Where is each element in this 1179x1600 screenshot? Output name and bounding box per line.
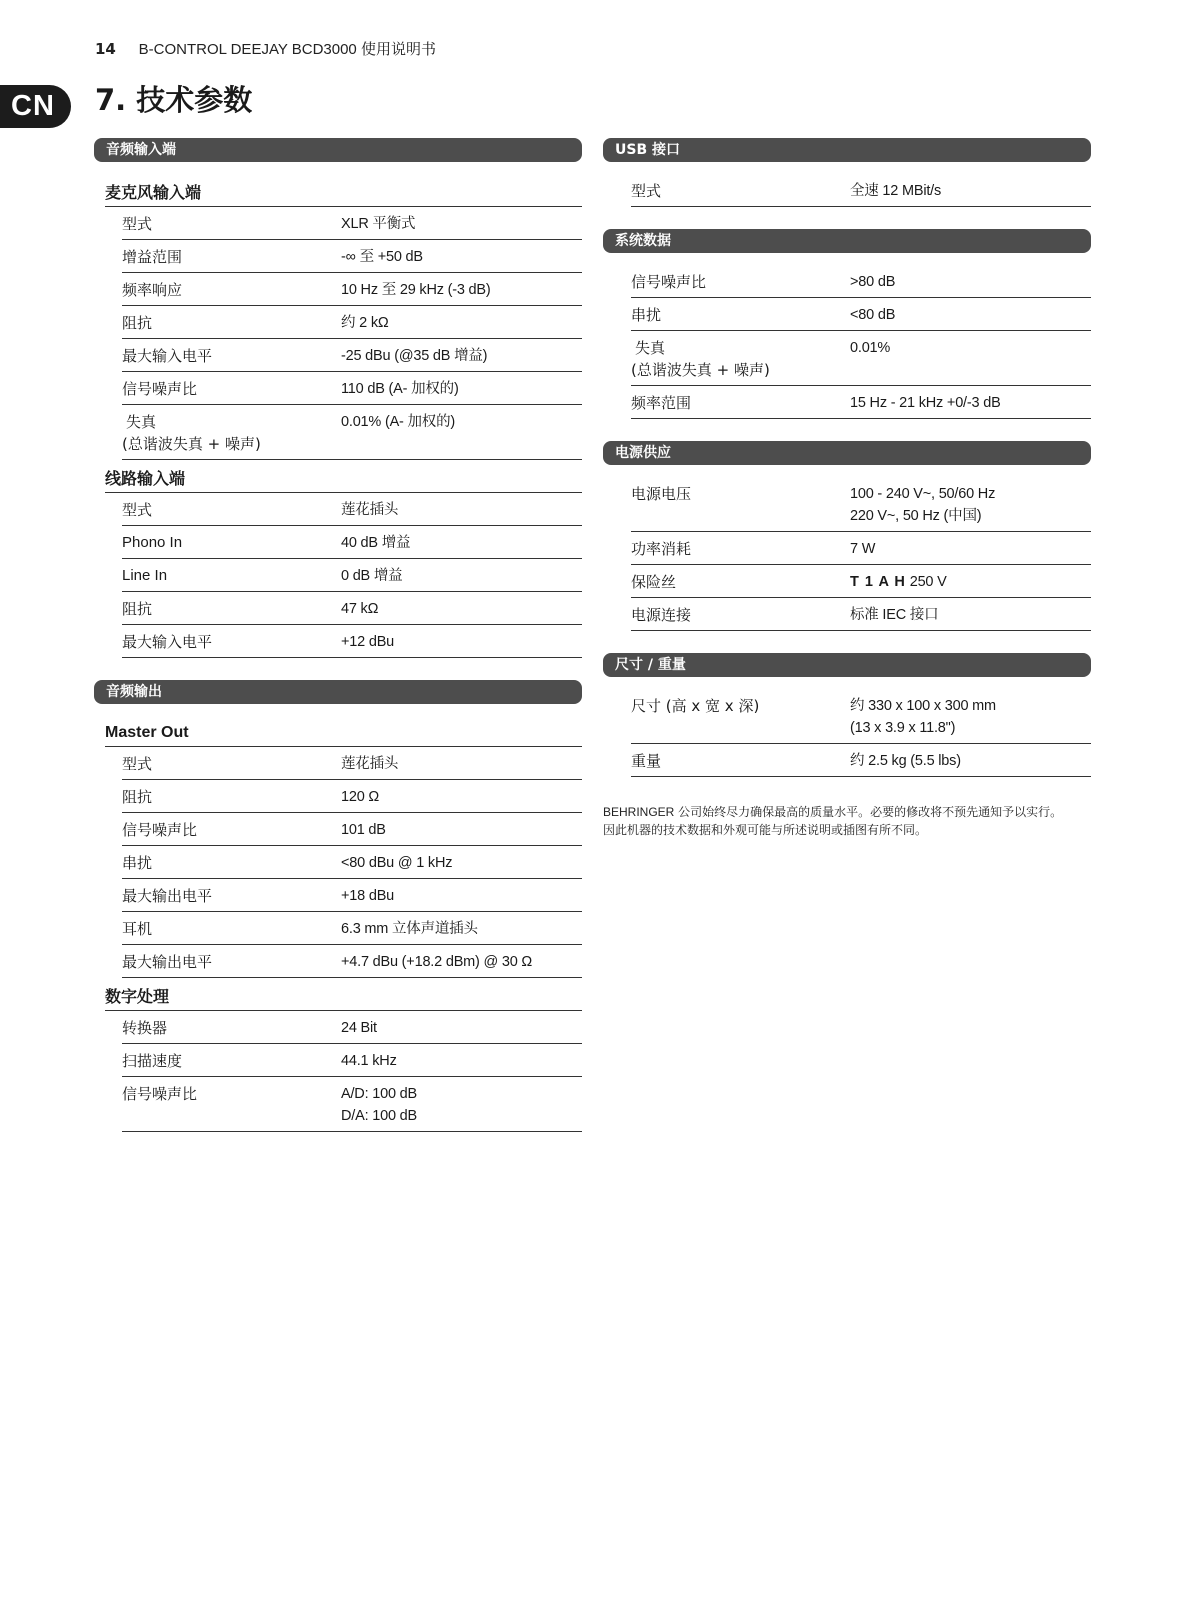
spec-value: +4.7 dBu (+18.2 dBm) @ 30 Ω — [341, 954, 533, 970]
spec-value: +18 dBu — [341, 888, 395, 904]
spec-value: <80 dB — [850, 307, 896, 323]
doc-title: B-CONTROL DEEJAY BCD3000 使用说明书 — [138, 41, 436, 58]
spec-key: Phono In — [122, 534, 183, 551]
spec-key-line1: 失真 — [126, 413, 157, 431]
section-system: 系统数据 — [603, 229, 1091, 253]
mic-spec-table — [94, 207, 582, 460]
spec-value — [850, 483, 1091, 527]
spec-row — [122, 372, 582, 405]
section-usb: USB 接口 — [603, 138, 1091, 162]
spec-value-line1: A/D: 100 dB — [341, 1086, 417, 1102]
right-column — [603, 138, 1091, 839]
spec-key: 保险丝 — [631, 573, 677, 591]
spec-value: 15 Hz - 21 kHz +0/-3 dB — [850, 395, 1001, 411]
fuse-voltage: 250 V — [905, 574, 947, 590]
spec-value: 0.01% — [850, 340, 891, 356]
page-header — [95, 38, 436, 59]
spec-key-line2: (总谐波失真 + 噪声) — [122, 435, 261, 453]
spec-value: 0.01% (A- 加权的) — [341, 414, 456, 430]
brand-name: BEHRINGER — [603, 805, 675, 819]
spec-row — [122, 625, 582, 658]
spec-value: -∞ 至 +50 dB — [341, 249, 423, 265]
section-power: 电源供应 — [603, 441, 1091, 465]
spec-value: 44.1 kHz — [341, 1053, 397, 1069]
spec-value: 24 Bit — [341, 1020, 377, 1036]
spec-key: 最大输入电平 — [122, 633, 213, 651]
spec-value: 7 W — [850, 541, 876, 557]
page-title: 7. 技术参数 — [95, 83, 253, 117]
note-line1: 公司始终尽力确保最高的质量水平。必要的修改将不预先通知予以实行。 — [674, 805, 1063, 819]
spec-key: 阻抗 — [122, 314, 153, 332]
spec-value: 约 2.5 kg (5.5 lbs) — [850, 753, 961, 769]
spec-row — [122, 405, 582, 460]
spec-key: 串扰 — [122, 854, 153, 872]
spec-key: 最大输入电平 — [122, 347, 213, 365]
section-audio-out: 音频输出 — [94, 680, 582, 704]
subsection-master-out: Master Out — [105, 714, 582, 747]
note-line2: 因此机器的技术数据和外观可能与所述说明或插图有所不同。 — [603, 823, 928, 837]
spec-row — [122, 1077, 582, 1132]
spec-key-line1: 失真 — [635, 339, 666, 357]
spec-value — [341, 1083, 582, 1127]
spec-key: 串扰 — [631, 306, 662, 324]
spec-key: 型式 — [122, 215, 153, 233]
spec-row — [122, 1044, 582, 1077]
spec-key: 信号噪声比 — [122, 821, 198, 839]
spec-value: 110 dB (A- 加权的) — [341, 381, 459, 397]
spec-key-line2: (总谐波失真 + 噪声) — [631, 361, 770, 379]
spec-key: 功率消耗 — [631, 540, 692, 558]
spec-row — [122, 559, 582, 592]
spec-row — [122, 306, 582, 339]
spec-key: 型式 — [122, 501, 153, 519]
spec-row — [122, 493, 582, 526]
spec-value: -25 dBu (@35 dB 增益) — [341, 348, 488, 364]
spec-row — [631, 689, 1091, 744]
spec-key: 耳机 — [122, 920, 153, 938]
spec-row — [122, 912, 582, 945]
spec-value: 莲花插头 — [341, 502, 399, 518]
spec-row — [122, 592, 582, 625]
spec-value: 10 Hz 至 29 kHz (-3 dB) — [341, 282, 491, 298]
subsection-digital: 数字处理 — [105, 978, 582, 1011]
spec-row — [122, 273, 582, 306]
spec-key: 电源连接 — [631, 606, 692, 624]
spec-value: <80 dBu @ 1 kHz — [341, 855, 453, 871]
spec-key: 信号噪声比 — [122, 1085, 198, 1103]
spec-row — [631, 477, 1091, 532]
subsection-mic-input: 麦克风输入端 — [105, 174, 582, 207]
power-spec-table — [603, 477, 1091, 631]
spec-key: 阻抗 — [122, 788, 153, 806]
spec-key: 型式 — [122, 755, 153, 773]
subsection-line-input: 线路输入端 — [105, 460, 582, 493]
spec-key: 电源电压 — [631, 485, 692, 503]
spec-key: 信号噪声比 — [122, 380, 198, 398]
left-column — [94, 138, 582, 1132]
spec-value: +12 dBu — [341, 634, 395, 650]
usb-spec-table — [603, 174, 1091, 207]
spec-value: 120 Ω — [341, 789, 380, 805]
spec-key: 最大输出电平 — [122, 953, 213, 971]
spec-value: 全速 12 MBit/s — [850, 183, 942, 199]
spec-value: 莲花插头 — [341, 756, 399, 772]
spec-row — [122, 526, 582, 559]
section-dimensions: 尺寸 / 重量 — [603, 653, 1091, 677]
spec-row — [122, 780, 582, 813]
spec-key: 阻抗 — [122, 600, 153, 618]
spec-value: 标准 IEC 接口 — [850, 607, 939, 623]
spec-row — [631, 174, 1091, 207]
page-number: 14 — [95, 40, 116, 58]
spec-key: 重量 — [631, 752, 662, 770]
spec-value: >80 dB — [850, 274, 896, 290]
spec-value: 101 dB — [341, 822, 386, 838]
spec-value: 40 dB 增益 — [341, 535, 411, 551]
spec-row — [631, 386, 1091, 419]
fuse-rating: T 1 A H — [850, 574, 906, 590]
spec-value-line2: (13 x 3.9 x 11.8") — [850, 720, 956, 736]
spec-value-line2: 220 V~, 50 Hz (中国) — [850, 508, 982, 524]
spec-value-line1: 约 330 x 100 x 300 mm — [850, 698, 996, 714]
language-tab: CN — [0, 85, 71, 128]
spec-key: Line In — [122, 567, 168, 584]
spec-key: 频率响应 — [122, 281, 183, 299]
spec-key: 频率范围 — [631, 394, 692, 412]
spec-value: 约 2 kΩ — [341, 315, 389, 331]
spec-row — [631, 565, 1091, 598]
spec-row — [122, 339, 582, 372]
dims-spec-table — [603, 689, 1091, 777]
spec-row — [631, 265, 1091, 298]
spec-row — [631, 331, 1091, 386]
spec-value-line2: D/A: 100 dB — [341, 1108, 417, 1124]
spec-key — [122, 411, 341, 455]
disclaimer-note — [603, 803, 1091, 839]
spec-key: 型式 — [631, 182, 662, 200]
master-spec-table — [94, 747, 582, 978]
spec-row — [122, 240, 582, 273]
spec-row — [122, 1011, 582, 1044]
spec-key: 扫描速度 — [122, 1052, 183, 1070]
spec-value: 0 dB 增益 — [341, 568, 403, 584]
spec-key: 增益范围 — [122, 248, 183, 266]
spec-row — [122, 879, 582, 912]
spec-row — [122, 846, 582, 879]
spec-value — [850, 695, 1091, 739]
spec-key: 转换器 — [122, 1019, 168, 1037]
spec-row — [631, 598, 1091, 631]
spec-row — [122, 813, 582, 846]
spec-key: 信号噪声比 — [631, 273, 707, 291]
spec-key: 尺寸 (高 x 宽 x 深) — [631, 697, 760, 715]
digital-spec-table — [94, 1011, 582, 1132]
section-audio-in: 音频输入端 — [94, 138, 582, 162]
spec-row — [122, 945, 582, 978]
line-spec-table — [94, 493, 582, 658]
spec-value — [850, 571, 1091, 593]
spec-row — [122, 207, 582, 240]
spec-value: 6.3 mm 立体声道插头 — [341, 921, 478, 937]
spec-row — [631, 298, 1091, 331]
spec-value: XLR 平衡式 — [341, 216, 416, 232]
spec-row — [631, 744, 1091, 777]
spec-key: 最大输出电平 — [122, 887, 213, 905]
spec-row — [631, 532, 1091, 565]
spec-value: 47 kΩ — [341, 601, 379, 617]
system-spec-table — [603, 265, 1091, 419]
spec-value-line1: 100 - 240 V~, 50/60 Hz — [850, 486, 996, 502]
spec-row — [122, 747, 582, 780]
spec-key — [631, 337, 850, 381]
